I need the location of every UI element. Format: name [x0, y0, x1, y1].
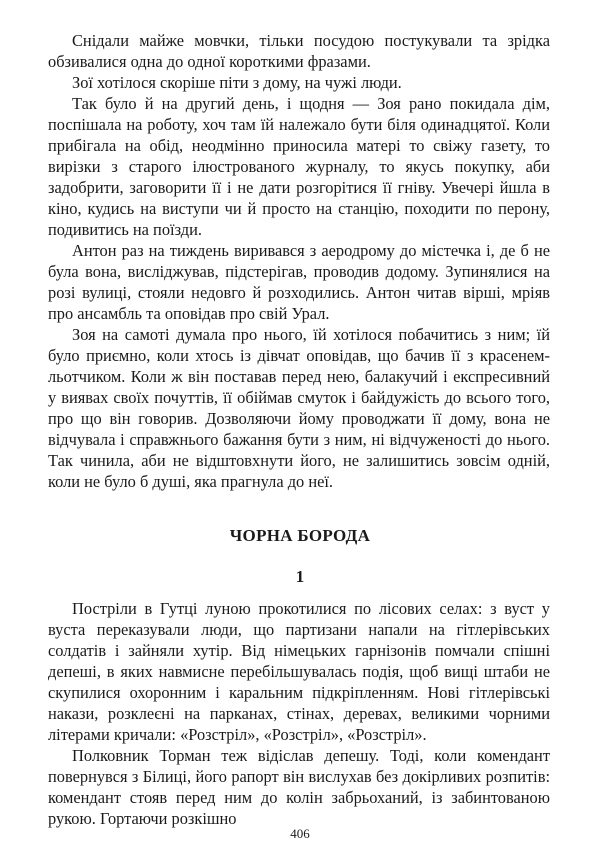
- text-block-bottom: [48, 598, 550, 829]
- paragraph: Зої хотілося скоріше піти з дому, на чужі люди.: [72, 73, 402, 92]
- chapter-title: ЧОРНА БОРОДА: [229, 526, 371, 545]
- section-number: 1: [295, 567, 305, 586]
- paragraph: Снідали майже мовчки, тільки посудою постукували та зрідка обзивалися одна до одної короткими фразами.: [48, 31, 550, 71]
- text-block-top: [48, 30, 550, 492]
- page-number: 406: [290, 826, 310, 841]
- paragraph: Антон раз на тиждень виривався з аеродрому до містечка і, де б не була вона, висліджував, підстерігав, проводив додому. Зупинялися на розі вулиці, стояли недовго й розходились. Антон читав вірші, мріяв про ансамбль та оповідав про свій Урал.: [48, 241, 550, 323]
- paragraph: Так було й на другий день, і щодня — Зоя рано покидала дім, поспішала на роботу, хоч там їй належало бути біля одинадцятої. Коли прибігала на обід, неодмінно приносила матері то свіжу газету, то вирізки з старого ілюстрованого журналу, то якусь покупку, аби задобрити, заговорити її і не дати розгорітися її гніву. Увечері йшла в кіно, кудись на виступи чи й просто на станцію, походити по перону, подивитись на поїзди.: [48, 94, 550, 239]
- paragraph: Полковник Торман теж відіслав депешу. Тоді, коли комендант повернувся з Білиці, його рапорт він вислухав без докірливих розпитів: комендант стояв перед ним до колін забрьоханий, із забинтованою рукою. Гортаючи розкішно: [48, 746, 550, 828]
- paragraph: Постріли в Гутці луною прокотилися по лісових селах: з вуст у вуста переказували люди, що партизани напали на гітлерівських солдатів і зайняли хутір. Від німецьких гарнізонів помчали спішні депеші, в яких навмисне перебільшувалась подія, щоб вищі штаби не скупилися охоронним і каральним підкріпленням. Нові гітлерівські накази, розклеєні на парканах, стінах, деревах, великими чорними літерами кричали: «Розстріл», «Розстріл», «Розстріл».: [48, 599, 550, 744]
- paragraph: Зоя на самоті думала про нього, їй хотілося побачитись з ним; їй було приємно, коли хтось із дівчат оповідав, що бачив її з красенем-льотчиком. Коли ж він поставав перед нею, балакучий і експресивний у виявах своїх почуттів, її обіймав смуток і байдужість до всього того, про що він говорив. Дозволяючи йому проводжати її дому, вона не відчувала і справжнього бажання бути з ним, ні відчуженості до нього. Так чинила, аби не відштовхнути його, не залишитись зовсім одній, коли не було б душі, яка прагнула до неї.: [48, 325, 550, 491]
